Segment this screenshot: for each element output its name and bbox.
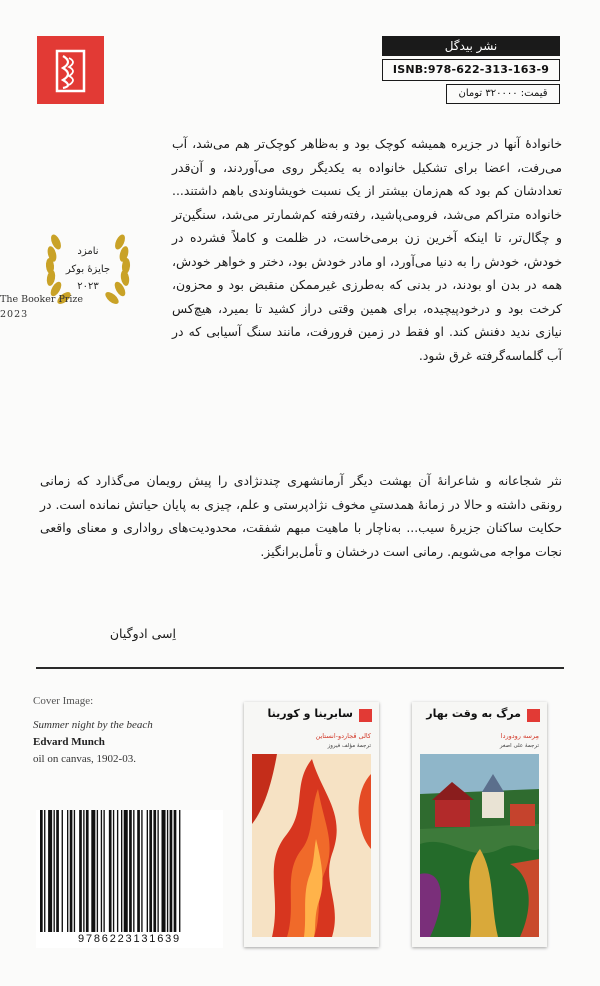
isbn: ISNB:978-622-313-163-9 [382, 59, 560, 81]
publisher-info-box [382, 36, 560, 104]
related-book-2 [412, 702, 547, 947]
award-year-fa: ۲۰۲۳ [77, 281, 99, 292]
related-book-cover-art [420, 754, 539, 937]
barcode-bar [141, 810, 142, 932]
related-book-translator: ترجمهٔ مؤلف فیروز [327, 743, 371, 749]
price: قیمت: ۳۲۰۰۰۰ تومان [446, 84, 560, 104]
barcode-bar [97, 810, 98, 932]
barcode-bar [56, 810, 59, 932]
related-book-1 [244, 702, 379, 947]
cover-label: Cover Image: [33, 695, 94, 707]
barcode-number: 9786223131639 [36, 933, 223, 945]
cover-medium: oil on canvas, 1902-03. [33, 753, 136, 765]
barcode-bar [109, 810, 112, 932]
cover-credit [33, 693, 233, 768]
barcode-bar [62, 810, 63, 932]
barcode-bar [101, 810, 102, 932]
barcode-bar [129, 810, 132, 932]
barcode-bar [153, 810, 156, 932]
barcode-bar [70, 810, 73, 932]
barcode-bar [167, 810, 168, 932]
barcode-bar [74, 810, 75, 932]
barcode-bar [147, 810, 148, 932]
barcode [36, 810, 223, 948]
award-name-fa: جایزۀ بوکر [65, 264, 111, 275]
award-name-en: The Booker Prize [0, 294, 84, 305]
blurb-review: نثر شجاعانه و شاعرانۀ آن بهشت دیگر آرمانشهری چندنژادی را پیش رویمان می‌گذارد که زمانی رونقی داشته و حالا در زمانۀ همدستیِ مخوف نژادپرستی و علم، چیزی به پایان حیاتش نمانده است. در حکایت ساکنان جزیرۀ سیب... به‌ناچار با ماهیت مبهم شفقت، محدودیت‌های رواداری و معنای واقعی نجات مواجه می‌شویم. رمانی است درخشان و تأمل‌برانگیز. [40, 473, 562, 559]
related-book-title: مرگ به وقت بهار [426, 707, 521, 720]
barcode-bar [79, 810, 82, 932]
cover-artist: Edvard Munch [33, 736, 105, 748]
divider [36, 667, 564, 669]
barcode-bar [124, 810, 128, 932]
barcode-bar [40, 810, 43, 932]
barcode-bar [133, 810, 134, 932]
barcode-bar [149, 810, 152, 932]
publisher-name: نشر بیدگل [382, 36, 560, 56]
barcode-bar [162, 810, 166, 932]
publisher-mini-logo [527, 709, 540, 722]
review-author: اِسی ادوگیان [109, 626, 176, 641]
barcode-bar [103, 810, 104, 932]
barcode-bar [174, 810, 177, 932]
barcode-bar [157, 810, 158, 932]
booker-award-badge [26, 214, 150, 324]
barcode-bar [67, 810, 68, 932]
barcode-bar [48, 810, 52, 932]
award-year-en: 2023 [0, 309, 29, 320]
barcode-bar [86, 810, 89, 932]
barcode-bar [137, 810, 140, 932]
related-book-cover-art [252, 754, 371, 937]
barcode-bar [170, 810, 173, 932]
barcode-bar [91, 810, 95, 932]
cover-title: Summer night by the beach [33, 719, 153, 731]
publisher-logo [37, 36, 104, 104]
related-book-translator: ترجمهٔ علی اصغر [499, 743, 539, 749]
barcode-bar [179, 810, 180, 932]
blurb-main: خانوادۀ آنها در جزیره همیشه کوچک بود و به‌ظاهر کوچک‌تر هم می‌شد، آب می‌رفت، اعضا برای تشکیل خانواده به یکدیگر روی می‌آوردند، و آن‌قدر تعدادشان کم بود که هم‌زمان بیشتر از یک نسبت خویشاوندی باهم داشتند... خانواده متراکم می‌شد، فرومی‌پاشید، رفته‌رفته کم‌شمارتر می‌شد، سنگین‌تر و چگال‌تر، تا اینکه آخرین زن برمی‌خاست، در ظلمت و کاملاً فشرده در خودش، خودش را به دنیا می‌آورد، او مادر خودش بود، دختر و خواهر خودش، همه در بدن او بودند، در بدنی که به‌طرزی غیرممکن منقبض بود و محزون، کرخت بود و درخودپیچیده، برای همین وقتی دراز کشید تا بمیرد، هیچ‌کس نیازی ندید دفنش کند. او فقط در زمین فرورفت، مانند سنگ آسیابی که در آب گلماسه‌گرفته غرق شود. [172, 136, 562, 363]
barcode-bar [121, 810, 122, 932]
related-book-author: مِرسه رودوردا [500, 732, 539, 740]
barcode-bar [117, 810, 118, 932]
barcode-bar [54, 810, 55, 932]
barcode-bar [83, 810, 84, 932]
barcode-bar [113, 810, 114, 932]
barcode-bar [44, 810, 45, 932]
award-label: نامزد [77, 246, 99, 257]
related-book-title: سابرینا و کورینا [267, 707, 353, 720]
publisher-mini-logo [359, 709, 372, 722]
related-book-author: کالی فَجاردو-انستاین [315, 732, 371, 740]
